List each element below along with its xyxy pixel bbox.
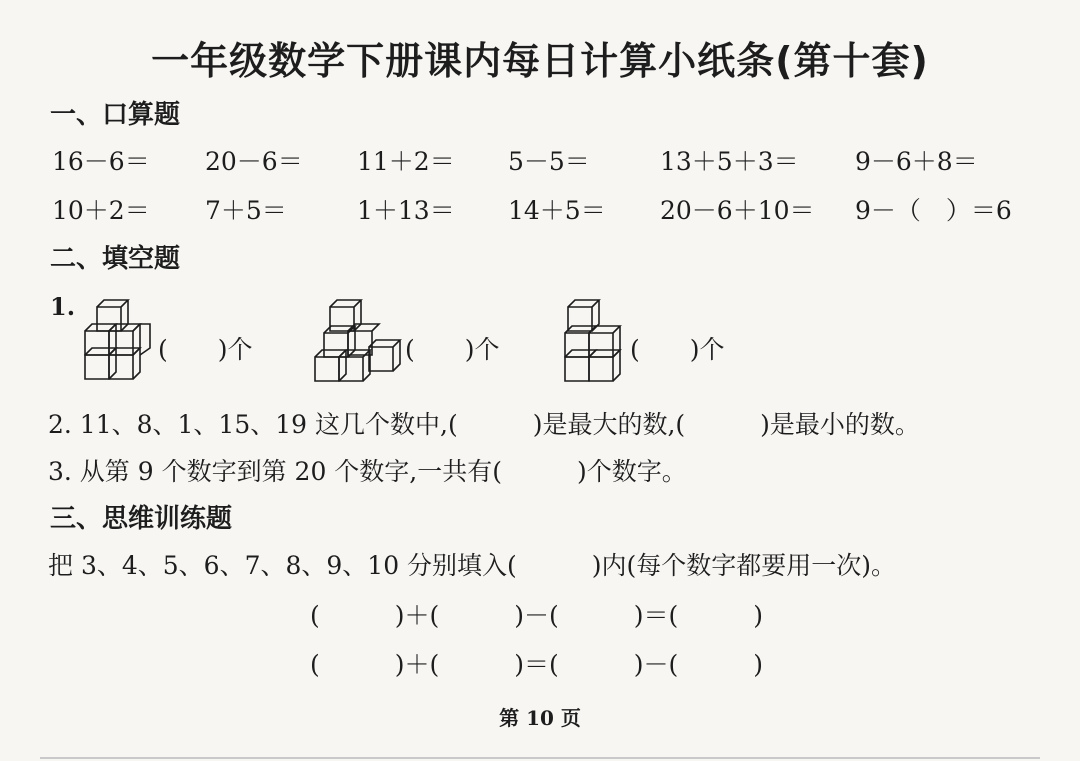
oral-problem: 5－5＝ <box>508 147 590 176</box>
oral-problem: 9－（ ）＝6 <box>855 196 1012 225</box>
answer-blank-a: ( )个 <box>158 335 253 364</box>
section-heading-fill: 二、填空题 <box>50 244 181 274</box>
oral-problem: 11＋2＝ <box>357 147 455 176</box>
oral-problem: 20－6＋10＝ <box>660 196 815 225</box>
page-title: 一年级数学下册课内每日计算小纸条(第十套) <box>151 39 929 83</box>
oral-problem: 14＋5＝ <box>508 196 606 225</box>
question-2: 2. 11、8、1、15、19 这几个数中,( )是最大的数,( )是最小的数。 <box>48 410 920 439</box>
question-3: 3. 从第 9 个数字到第 20 个数字,一共有( )个数字。 <box>48 457 687 486</box>
oral-problem: 20－6＝ <box>205 147 303 176</box>
oral-problem: 7＋5＝ <box>205 196 287 225</box>
oral-problem: 13＋5＋3＝ <box>660 147 799 176</box>
oral-problem: 1＋13＝ <box>357 196 455 225</box>
page-number: 第 10 页 <box>499 706 581 730</box>
bottom-divider <box>40 757 1040 759</box>
answer-blank-c: ( )个 <box>630 335 725 364</box>
oral-problem: 10＋2＝ <box>52 196 150 225</box>
cube-stack-figure-b <box>310 295 405 387</box>
section-heading-thinking: 三、思维训练题 <box>50 504 233 534</box>
section-heading-oral: 一、口算题 <box>50 100 181 130</box>
cube-stack-figure-a <box>80 285 160 385</box>
thinking-equation-2: ( )＋( )＝( )－( ) <box>310 650 764 679</box>
thinking-instruction: 把 3、4、5、6、7、8、9、10 分别填入( )内(每个数字都要用一次)。 <box>48 551 897 580</box>
thinking-equation-1: ( )＋( )－( )＝( ) <box>310 601 764 630</box>
oral-problem: 9－6＋8＝ <box>855 147 978 176</box>
cube-stack-figure-c <box>560 295 632 387</box>
oral-problem: 16－6＝ <box>52 147 150 176</box>
question-1-label: 1. <box>50 292 76 321</box>
answer-blank-b: ( )个 <box>405 335 500 364</box>
